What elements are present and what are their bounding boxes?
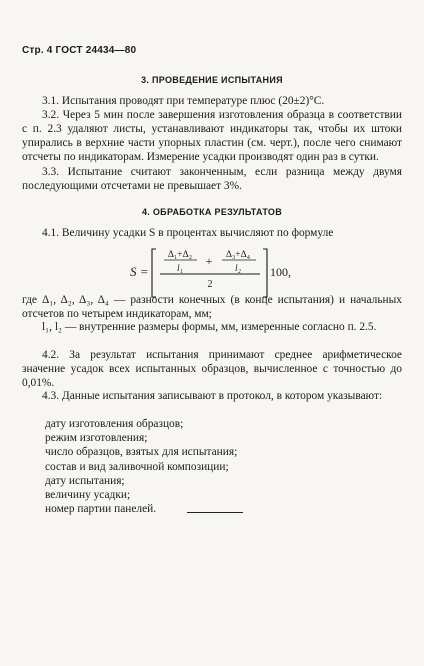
formula-denominator-1: l₁ — [177, 264, 183, 274]
list-item: состав и вид заливочной композиции; — [45, 460, 229, 473]
formula-right-bracket — [263, 249, 267, 297]
paragraph-4-2-text: 4.2. За результат испытания принимают среднее арифметическое значение усадок всех испытанных образцов, вычисленное с точностью до 0,01%. — [22, 349, 402, 389]
paragraph-4-1 — [22, 226, 402, 240]
section-4-title: 4. ОБРАБОТКА РЕЗУЛЬТАТОВ — [141, 207, 283, 217]
page-header: Стр. 4 ГОСТ 24434—80 — [22, 45, 137, 56]
paragraph-3-1-text: 3.1. Испытания проводят при температуре плюс (20±2)°С. — [42, 95, 325, 107]
formula-numerator-1: Δ₁+Δ₂ — [167, 250, 193, 260]
paragraph-where-1-text: где Δ₁, Δ₂, Δ₃, Δ₄ — разности конечных (в конце испытания) и начальных отсчетов по четырем индикаторам, мм; — [22, 294, 402, 320]
paragraph-4-1-text: 4.1. Величину усадки S в процентах вычисляют по формуле — [42, 227, 334, 239]
paragraph-3-3-text: 3.3. Испытание считают законченным, если разница между двумя последующими отсчетами не превышает 3%. — [22, 166, 402, 192]
formula-numerator-2: Δ₃+Δ₄ — [225, 250, 251, 260]
formula-plus: + — [205, 254, 213, 268]
paragraph-where-2-text: l₁, l₂ — внутренние размеры формы, мм, измеренные согласно п. 2.5. — [42, 321, 377, 333]
list-item: величину усадки; — [45, 489, 131, 502]
section-3-title: 3. ПРОВЕДЕНИЕ ИСПЫТАНИЯ — [141, 75, 283, 85]
formula-main-denominator: 2 — [207, 279, 213, 290]
list-item: число образцов, взятых для испытания; — [45, 446, 238, 459]
formula-lhs: S = — [130, 264, 149, 279]
paragraph-4-3-text: 4.3. Данные испытания записывают в протокол, в котором указывают: — [42, 390, 383, 402]
paragraph-3-2 — [22, 108, 402, 164]
protocol-items-list — [45, 417, 395, 516]
formula-tail: 100, — [270, 265, 291, 279]
paragraph-4-3 — [22, 389, 402, 403]
end-divider — [187, 512, 243, 513]
paragraph-4-2 — [22, 348, 402, 390]
list-item: дату изготовления образцов; — [45, 418, 184, 430]
formula-denominator-2: l₂ — [235, 264, 241, 274]
paragraph-where-1 — [22, 293, 402, 321]
paragraph-where-2 — [22, 320, 402, 334]
formula-left-bracket — [152, 249, 156, 297]
list-item: номер партии панелей. — [45, 503, 157, 516]
paragraph-3-1 — [22, 94, 402, 108]
paragraph-3-2-text: 3.2. Через 5 мин после завершения изготовления образца в соответствии с п. 2.3 удаляют листы, устанавливают индикаторы так, чтобы их штоки упирались в верхние части упорных пластин (см. черт.), после чего снимают отсчеты по индикаторам. Измерение усадки производят один раз в сутки. — [22, 109, 402, 163]
list-item: дату испытания; — [45, 474, 125, 487]
list-item: режим изготовления; — [45, 432, 148, 445]
paragraph-3-3 — [22, 165, 402, 193]
